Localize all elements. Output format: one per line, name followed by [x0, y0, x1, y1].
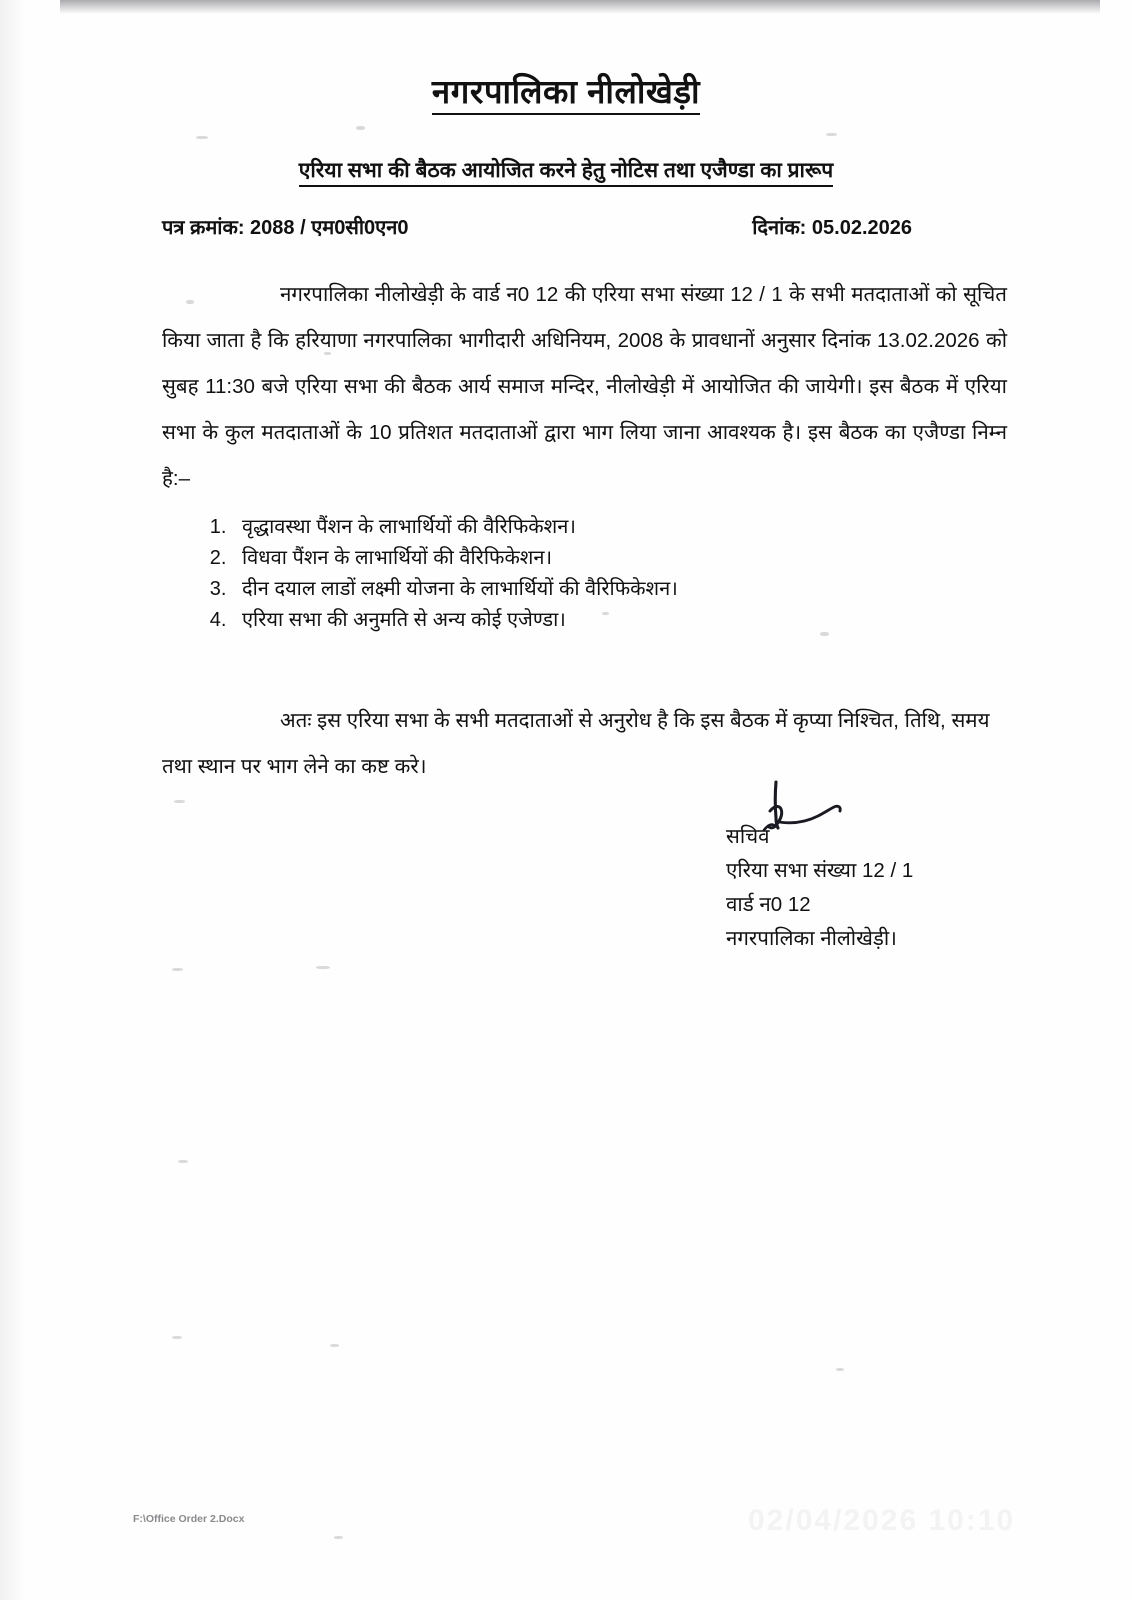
closing-request: [162, 698, 1007, 790]
scan-speck: [356, 126, 365, 130]
agenda-item: 3. दीन दयाल लाडों लक्ष्मी योजना के लाभार्थियों की वैरिफिकेशन।: [232, 574, 990, 605]
notice-paragraph: नगरपालिका नीलोखेड़ी के वार्ड न0 12 की एरिया सभा संख्या 12 / 1 के सभी मतदाताओं को सूचित किया जाता है कि हरियाणा नगरपालिका भागीदारी अधिनियम, 2008 के प्रावधानों अनुसार दिनांक 13.02.2026 को सुबह 11:30 बजे एरिया सभा की बैठक आर्य समाज मन्दिर, नीलोखेड़ी में आयोजित की जायेगी। इस बैठक में एरिया सभा के कुल मतदाताओं के 10 प्रतिशत मतदाताओं द्वारा भाग लिया जाना आवश्यक है। इस बैठक का एजैण्डा निम्न है:–: [162, 283, 1007, 490]
closing-paragraph: अतः इस एरिया सभा के सभी मतदाताओं से अनुरोध है कि इस बैठक में कृप्या निश्चित, तिथि, समय तथा स्थान पर भाग लेने का कष्ट करे।: [162, 709, 990, 778]
scan-speck: [330, 1344, 339, 1347]
signatory-role: सचिव: [726, 825, 770, 848]
notice-body: [162, 272, 1007, 502]
scan-speck: [196, 136, 208, 139]
document-subtitle-text: एरिया सभा की बैठक आयोजित करने हेतु नोटिस तथा एजैण्डा का प्रारूप: [299, 159, 833, 187]
scan-speck: [316, 966, 330, 969]
page-title: [0, 68, 1132, 113]
scan-speck: [174, 800, 185, 803]
agenda-item: 4. एरिया सभा की अनुमति से अन्य कोई एजेण्डा।: [232, 605, 990, 636]
agenda-list: [190, 512, 990, 636]
letter-number: पत्र क्रमांक: 2088 / एम0सी0एन0: [162, 217, 409, 239]
page-title-text: नगरपालिका नीलोखेड़ी: [432, 73, 700, 115]
scan-speck: [178, 1160, 188, 1163]
letter-date: दिनांक: 05.02.2026: [752, 217, 912, 239]
signatory-municipality: नगरपालिका नीलोखेड़ी।: [726, 927, 897, 950]
reference-row: [162, 213, 1007, 240]
signatory-ward: वार्ड न0 12: [726, 893, 811, 916]
scan-edge-shadow-top: [60, 0, 1100, 14]
scan-speck: [334, 1536, 343, 1539]
signatory-area-sabha: एरिया सभा संख्या 12 / 1: [726, 859, 914, 882]
scan-speck: [172, 1336, 182, 1339]
scan-speck: [836, 1368, 844, 1371]
scan-timestamp-watermark: 02/04/2026 10:10: [748, 1504, 1016, 1537]
document-subtitle: [0, 156, 1132, 184]
scan-edge-shadow-left: [0, 0, 26, 1600]
footer-file-path: F:\Office Order 2.Docx: [133, 1513, 245, 1525]
agenda-item: 2. विधवा पैंशन के लाभार्थियों की वैरिफिकेशन।: [232, 543, 990, 574]
agenda-item: 1. वृद्धावस्था पैंशन के लाभार्थियों की वैरिफिकेशन।: [232, 512, 990, 543]
scan-speck: [172, 968, 183, 971]
scan-speck: [826, 133, 837, 136]
signature-block: [726, 820, 913, 956]
